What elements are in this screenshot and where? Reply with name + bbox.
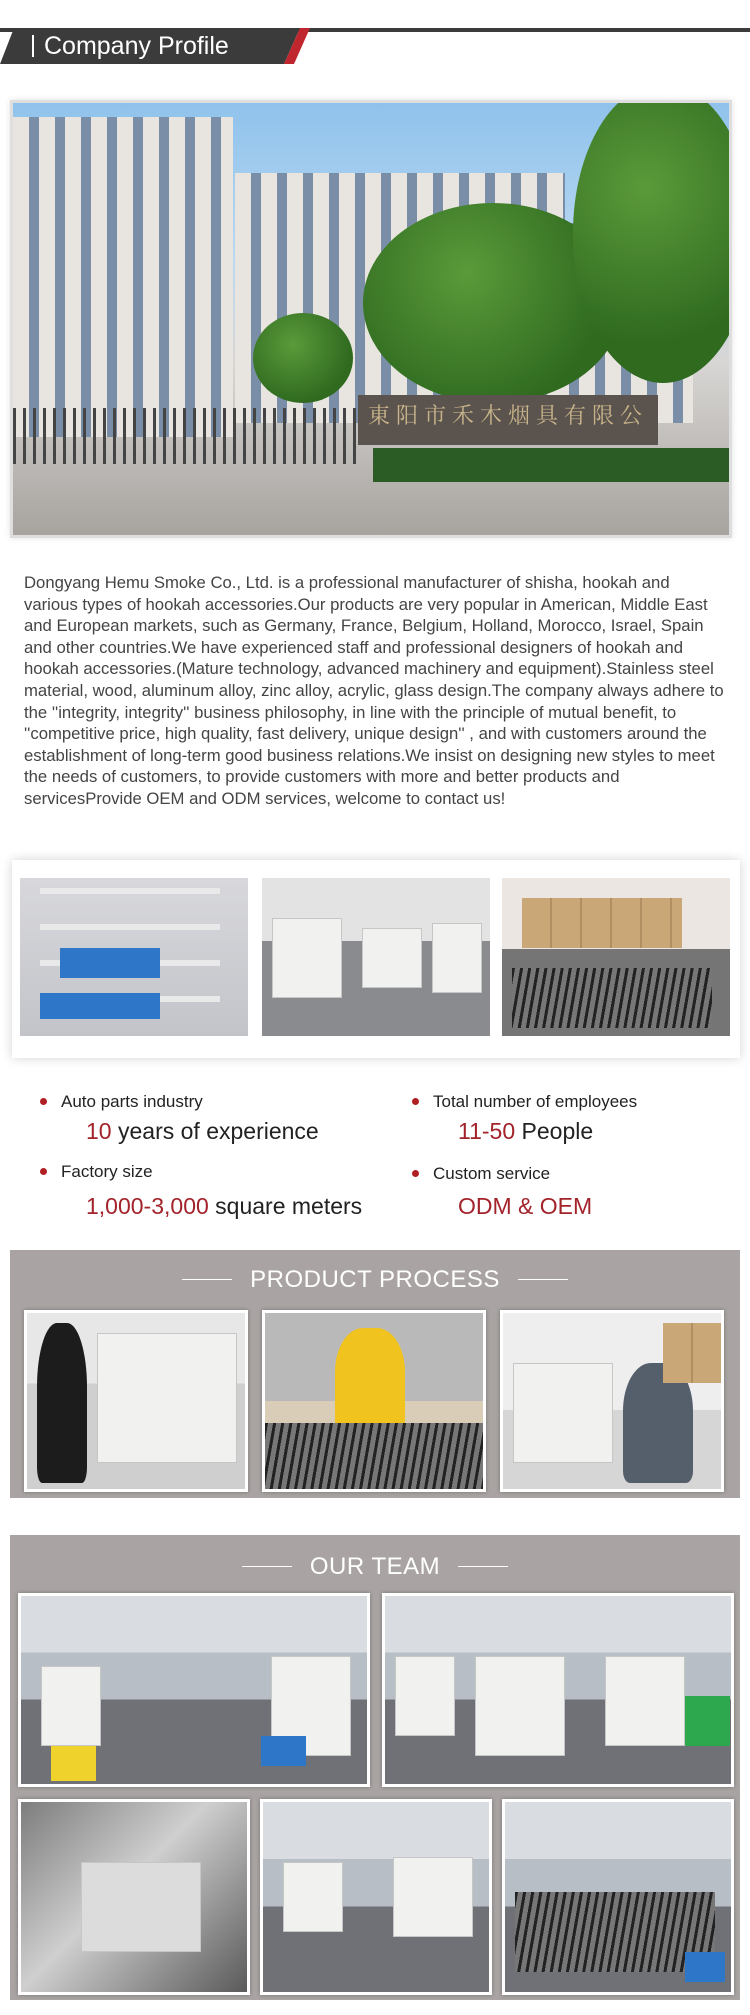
warehouse-gallery <box>12 860 740 1058</box>
page-title <box>32 32 229 60</box>
section-header <box>0 24 750 72</box>
laser-engraver <box>513 1363 613 1463</box>
building-left <box>13 117 233 437</box>
company-sign: 東阳市禾木烟具有限公 <box>358 395 658 445</box>
green-crate <box>685 1696 730 1746</box>
team-photo-workshop-1 <box>18 1593 370 1787</box>
cnc-machine <box>393 1857 473 1937</box>
warehouse-photo-2 <box>262 878 490 1036</box>
blue-crate <box>261 1736 306 1766</box>
worker-figure <box>37 1323 87 1483</box>
stat-industry-value: 10 years of experience <box>86 1118 319 1144</box>
team-photo-workshop-3 <box>260 1799 492 1995</box>
team-photo-workshop-2 <box>382 1593 734 1787</box>
process-photo-laser <box>500 1310 724 1492</box>
our-team-heading: OUR TEAM <box>10 1553 740 1581</box>
bullet-icon <box>412 1098 419 1105</box>
page-title-text: Company Profile <box>44 32 229 60</box>
stat-employees-value: 11-50 People <box>458 1118 594 1144</box>
cnc-machine <box>41 1666 101 1746</box>
carton-stack <box>663 1323 723 1383</box>
lathe-machine-2 <box>362 928 422 988</box>
process-photo-assembly <box>262 1310 486 1492</box>
blue-crate <box>685 1952 725 1982</box>
lathe-detail <box>81 1862 201 1952</box>
carton-stack <box>522 898 682 948</box>
cnc-machine <box>283 1862 343 1932</box>
company-intro-text: Dongyang Hemu Smoke Co., Ltd. is a professional manufacturer of shisha, hookah and various types of hookah accessories.Our products are very popular in American, Middle East and European markets, such as Germany, France, Belgium, Holland, Morocco, Israel, Spain and other countries.We have experienced staff and professional designers of hookah and hookah accessories.(Mature technology, advanced machinery and equipment).Stainless steel material, wood, aluminum alloy, zinc alloy, acrylic, glass design.The company always adhere to the ''integrity, integrity'' business philosophy, in line with the principle of mutual benefit, to ''competitive price, high quality, fast delivery, unique design'' , and with customers around the establishment of long-term good business relations.We insist on designing new styles to meet the needs of customers, to provide customers with more and better products and servicesProvide OEM and ODM services, welcome to contact us! <box>24 573 724 808</box>
blue-crates <box>60 948 160 978</box>
company-building-photo <box>10 100 732 538</box>
bullet-icon <box>40 1168 47 1175</box>
warehouse-photo-3 <box>502 878 730 1036</box>
process-photo-lathe <box>24 1310 248 1492</box>
yellow-crate <box>51 1746 96 1781</box>
cnc-machine <box>605 1656 685 1746</box>
stat-industry-label: Auto parts industry <box>40 1092 203 1112</box>
warehouse-photo-1 <box>20 878 248 1036</box>
product-process-section <box>10 1250 740 1498</box>
stat-factory-label: Factory size <box>40 1162 153 1182</box>
entrance-gate <box>13 408 363 464</box>
product-process-heading: PRODUCT PROCESS <box>10 1266 740 1294</box>
cnc-machine <box>97 1333 237 1463</box>
lathe-machine-3 <box>432 923 482 993</box>
lathe-machine <box>272 918 342 998</box>
product-rows <box>512 968 712 1028</box>
worker-figure <box>335 1328 405 1438</box>
stat-service-value: ODM & OEM <box>458 1193 593 1219</box>
our-team-section <box>10 1535 740 2000</box>
blue-crates-lower <box>40 993 160 1019</box>
pipe-parts <box>265 1423 486 1492</box>
team-photo-cnc-closeup <box>18 1799 250 1995</box>
stat-employees-label: Total number of employees <box>412 1092 637 1112</box>
bullet-icon <box>412 1170 419 1177</box>
grass-bed <box>373 448 732 482</box>
team-photo-assembly-area <box>502 1799 734 1995</box>
stat-service-label: Custom service <box>412 1164 550 1184</box>
cnc-machine <box>475 1656 565 1756</box>
stat-factory-value: 1,000-3,000 square meters <box>86 1193 363 1219</box>
bullet-icon <box>40 1098 47 1105</box>
tree-small <box>253 313 353 403</box>
cnc-machine <box>395 1656 455 1736</box>
